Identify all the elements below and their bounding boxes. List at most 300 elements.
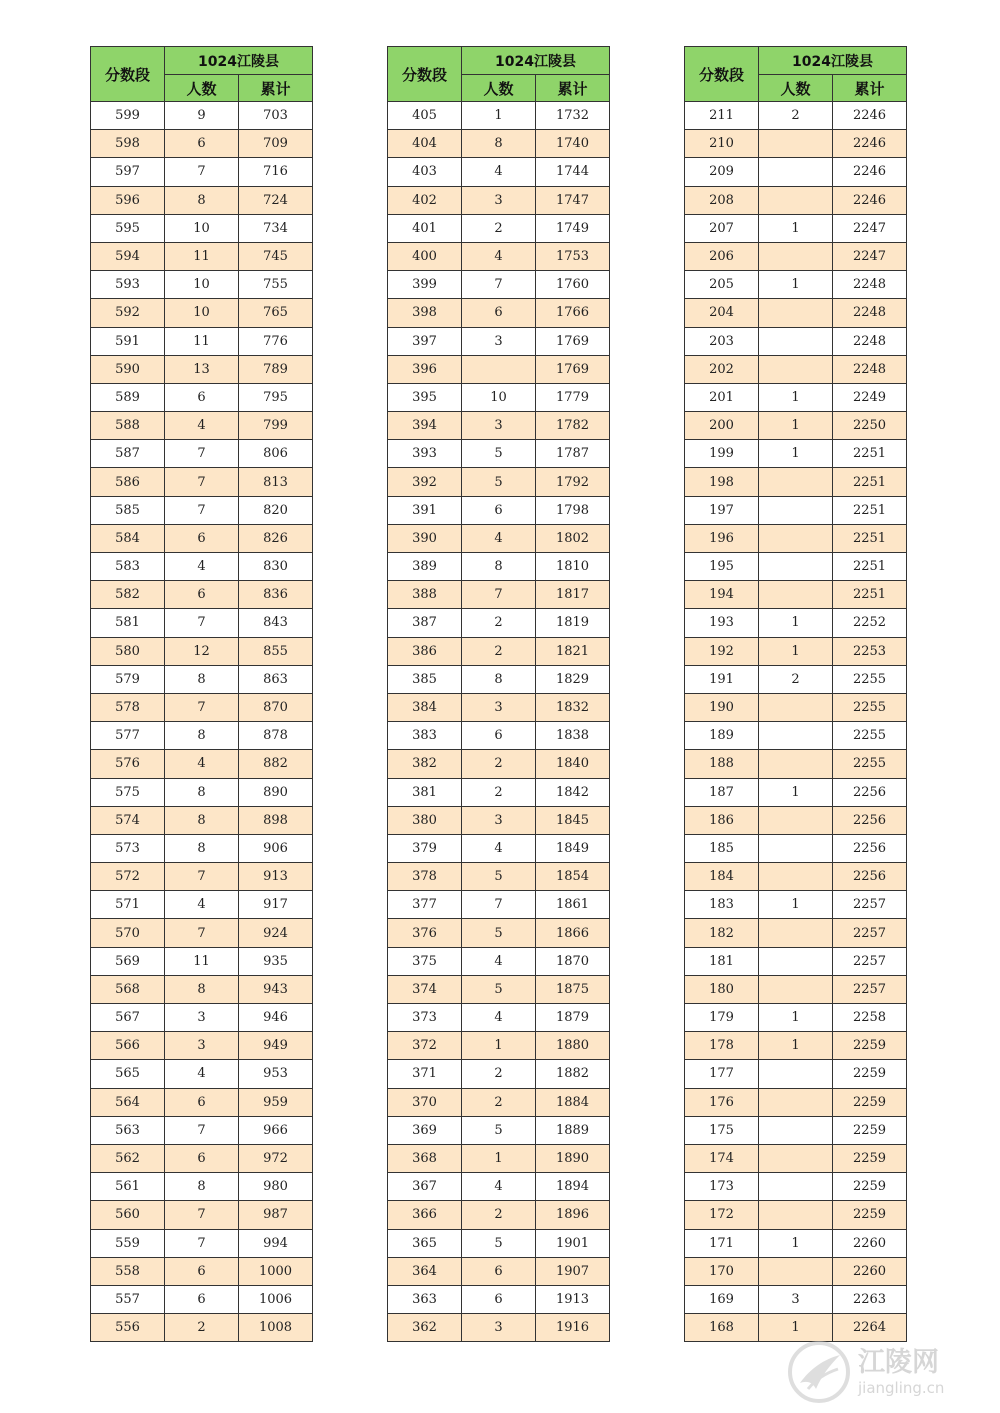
table-row: [388, 1314, 610, 1342]
cumulative-cell: 709: [239, 130, 313, 158]
cumulative-cell: 1829: [536, 665, 610, 693]
score-cell: 568: [91, 975, 165, 1003]
table-row: [388, 355, 610, 383]
count-cell: [759, 1088, 833, 1116]
score-cell: 177: [685, 1060, 759, 1088]
score-cell: 594: [91, 242, 165, 270]
table-row: [685, 327, 907, 355]
cumulative-cell: 1749: [536, 214, 610, 242]
count-cell: 7: [165, 158, 239, 186]
score-cell: 173: [685, 1173, 759, 1201]
count-cell: 8: [165, 186, 239, 214]
score-cell: 559: [91, 1229, 165, 1257]
count-cell: 7: [462, 271, 536, 299]
count-cell: [759, 496, 833, 524]
table-row: [91, 383, 313, 411]
score-cell: 188: [685, 750, 759, 778]
cumulative-cell: 1916: [536, 1314, 610, 1342]
table-row: [685, 665, 907, 693]
score-cell: 197: [685, 496, 759, 524]
table-row: [388, 1257, 610, 1285]
table-row: [91, 1032, 313, 1060]
table-row: [91, 468, 313, 496]
count-cell: 6: [462, 722, 536, 750]
cumulative-cell: 949: [239, 1032, 313, 1060]
count-cell: 1: [759, 214, 833, 242]
table-row: [685, 299, 907, 327]
score-cell: 383: [388, 722, 462, 750]
table-row: [388, 863, 610, 891]
count-cell: 6: [165, 1088, 239, 1116]
cumulative-cell: 820: [239, 496, 313, 524]
cumulative-cell: 1832: [536, 693, 610, 721]
score-cell: 589: [91, 383, 165, 411]
table-row: [91, 1201, 313, 1229]
cumulative-cell: 2256: [833, 806, 907, 834]
table-row: [388, 1144, 610, 1172]
score-cell: 404: [388, 130, 462, 158]
count-cell: 1: [759, 1229, 833, 1257]
table-row: [388, 665, 610, 693]
count-cell: 6: [165, 383, 239, 411]
table-row: [388, 1088, 610, 1116]
score-cell: 209: [685, 158, 759, 186]
count-cell: [759, 299, 833, 327]
cumulative-cell: 855: [239, 637, 313, 665]
cumulative-cell: 2255: [833, 750, 907, 778]
count-cell: 8: [165, 834, 239, 862]
count-cell: [462, 355, 536, 383]
score-cell: 378: [388, 863, 462, 891]
table-row: [685, 609, 907, 637]
table-row: [388, 1285, 610, 1313]
cumulative-cell: 2247: [833, 242, 907, 270]
table-row: [388, 214, 610, 242]
table-row: [388, 1032, 610, 1060]
score-cell: 375: [388, 947, 462, 975]
table-row: [388, 440, 610, 468]
table-row: [685, 271, 907, 299]
count-cell: 2: [462, 1088, 536, 1116]
cumulative-cell: 2259: [833, 1116, 907, 1144]
cumulative-cell: 2253: [833, 637, 907, 665]
table-row: [388, 750, 610, 778]
table-row: [685, 750, 907, 778]
cumulative-cell: 806: [239, 440, 313, 468]
count-cell: 3: [462, 412, 536, 440]
cumulative-cell: 1810: [536, 553, 610, 581]
count-cell: 7: [165, 693, 239, 721]
score-cell: 402: [388, 186, 462, 214]
score-cell: 599: [91, 102, 165, 130]
table-row: [388, 947, 610, 975]
count-cell: [759, 581, 833, 609]
score-cell: 365: [388, 1229, 462, 1257]
cumulative-cell: 1819: [536, 609, 610, 637]
table-row: [685, 524, 907, 552]
count-cell: [759, 355, 833, 383]
cumulative-cell: 1760: [536, 271, 610, 299]
table-row: [388, 327, 610, 355]
score-cell: 366: [388, 1201, 462, 1229]
score-cell: 202: [685, 355, 759, 383]
cumulative-cell: 2246: [833, 158, 907, 186]
table-row: [91, 186, 313, 214]
count-cell: 1: [759, 440, 833, 468]
score-cell: 211: [685, 102, 759, 130]
table-row: [91, 524, 313, 552]
header-count: 人数: [759, 75, 833, 102]
count-cell: 1: [759, 383, 833, 411]
table-row: [685, 778, 907, 806]
table-row: [91, 271, 313, 299]
table-row: [91, 102, 313, 130]
cumulative-cell: 1769: [536, 327, 610, 355]
table-row: [685, 1257, 907, 1285]
site-logo-icon: [786, 1339, 852, 1405]
table-row: [685, 102, 907, 130]
score-cell: 595: [91, 214, 165, 242]
table-row: [685, 1314, 907, 1342]
score-cell: 200: [685, 412, 759, 440]
score-cell: 193: [685, 609, 759, 637]
table-row: [388, 722, 610, 750]
cumulative-cell: 2260: [833, 1257, 907, 1285]
header-region: 1024江陵县: [462, 47, 610, 75]
count-cell: 7: [462, 581, 536, 609]
count-cell: 7: [165, 468, 239, 496]
table-row: [91, 722, 313, 750]
score-cell: 208: [685, 186, 759, 214]
table-row: [388, 158, 610, 186]
count-cell: [759, 947, 833, 975]
score-cell: 557: [91, 1285, 165, 1313]
score-cell: 182: [685, 919, 759, 947]
cumulative-cell: 935: [239, 947, 313, 975]
cumulative-cell: 734: [239, 214, 313, 242]
cumulative-cell: 1838: [536, 722, 610, 750]
table-row: [685, 158, 907, 186]
table-row: [685, 186, 907, 214]
table-row: [685, 722, 907, 750]
score-cell: 210: [685, 130, 759, 158]
cumulative-cell: 2260: [833, 1229, 907, 1257]
score-cell: 199: [685, 440, 759, 468]
score-cell: 374: [388, 975, 462, 1003]
header-region: 1024江陵县: [759, 47, 907, 75]
count-cell: [759, 863, 833, 891]
cumulative-cell: 765: [239, 299, 313, 327]
cumulative-cell: 830: [239, 553, 313, 581]
table-row: [91, 242, 313, 270]
cumulative-cell: 946: [239, 1004, 313, 1032]
count-cell: 6: [462, 1257, 536, 1285]
cumulative-cell: 1882: [536, 1060, 610, 1088]
cumulative-cell: 2257: [833, 947, 907, 975]
table-row: [685, 1060, 907, 1088]
table-row: [685, 1229, 907, 1257]
table-row: [685, 412, 907, 440]
table-row: [91, 355, 313, 383]
count-cell: 1: [462, 102, 536, 130]
count-cell: 1: [759, 891, 833, 919]
count-cell: 9: [165, 102, 239, 130]
count-cell: [759, 693, 833, 721]
table-row: [388, 919, 610, 947]
count-cell: 10: [165, 299, 239, 327]
cumulative-cell: 1802: [536, 524, 610, 552]
table-row: [91, 863, 313, 891]
count-cell: 10: [165, 271, 239, 299]
table-row: [388, 1201, 610, 1229]
score-cell: 580: [91, 637, 165, 665]
cumulative-cell: 2246: [833, 130, 907, 158]
score-cell: 382: [388, 750, 462, 778]
table-row: [685, 693, 907, 721]
score-cell: 399: [388, 271, 462, 299]
count-cell: 8: [165, 722, 239, 750]
count-cell: 7: [165, 1116, 239, 1144]
score-cell: 585: [91, 496, 165, 524]
count-cell: 4: [165, 1060, 239, 1088]
count-cell: 4: [462, 947, 536, 975]
score-cell: 373: [388, 1004, 462, 1032]
cumulative-cell: 2251: [833, 496, 907, 524]
cumulative-cell: 1747: [536, 186, 610, 214]
header-cumulative: 累计: [536, 75, 610, 102]
table-row: [91, 327, 313, 355]
count-cell: [759, 1060, 833, 1088]
score-cell: 584: [91, 524, 165, 552]
score-cell: 201: [685, 383, 759, 411]
score-cell: 179: [685, 1004, 759, 1032]
count-cell: [759, 158, 833, 186]
cumulative-cell: 943: [239, 975, 313, 1003]
cumulative-cell: 2252: [833, 609, 907, 637]
count-cell: [759, 553, 833, 581]
table-row: [91, 1060, 313, 1088]
count-cell: 1: [462, 1032, 536, 1060]
table-row: [388, 693, 610, 721]
count-cell: 5: [462, 440, 536, 468]
table-row: [91, 693, 313, 721]
cumulative-cell: 2250: [833, 412, 907, 440]
table-row: [685, 947, 907, 975]
score-cell: 592: [91, 299, 165, 327]
table-row: [91, 496, 313, 524]
cumulative-cell: 972: [239, 1144, 313, 1172]
table-row: [91, 1229, 313, 1257]
cumulative-cell: 980: [239, 1173, 313, 1201]
table-row: [91, 834, 313, 862]
score-cell: 175: [685, 1116, 759, 1144]
count-cell: [759, 130, 833, 158]
score-cell: 385: [388, 665, 462, 693]
score-cell: 390: [388, 524, 462, 552]
count-cell: 8: [165, 778, 239, 806]
count-cell: 4: [462, 524, 536, 552]
table-row: [388, 806, 610, 834]
cumulative-cell: 924: [239, 919, 313, 947]
table-row: [388, 412, 610, 440]
count-cell: 5: [462, 1116, 536, 1144]
count-cell: 11: [165, 242, 239, 270]
cumulative-cell: 2255: [833, 693, 907, 721]
score-cell: 561: [91, 1173, 165, 1201]
cumulative-cell: 2259: [833, 1201, 907, 1229]
count-cell: 6: [165, 1144, 239, 1172]
cumulative-cell: 994: [239, 1229, 313, 1257]
table-row: [388, 130, 610, 158]
table-row: [388, 383, 610, 411]
score-cell: 564: [91, 1088, 165, 1116]
cumulative-cell: 2256: [833, 778, 907, 806]
count-cell: 7: [165, 609, 239, 637]
count-cell: 6: [165, 1257, 239, 1285]
cumulative-cell: 2251: [833, 440, 907, 468]
watermark-text: [858, 1347, 944, 1397]
table-row: [685, 553, 907, 581]
score-cell: 569: [91, 947, 165, 975]
count-cell: [759, 327, 833, 355]
table-row: [91, 975, 313, 1003]
table-row: [388, 834, 610, 862]
count-cell: [759, 242, 833, 270]
cumulative-cell: 2247: [833, 214, 907, 242]
cumulative-cell: 953: [239, 1060, 313, 1088]
count-cell: [759, 806, 833, 834]
cumulative-cell: 2259: [833, 1032, 907, 1060]
cumulative-cell: 1889: [536, 1116, 610, 1144]
table-row: [685, 440, 907, 468]
count-cell: 8: [165, 806, 239, 834]
cumulative-cell: 724: [239, 186, 313, 214]
table-row: [91, 1088, 313, 1116]
score-cell: 395: [388, 383, 462, 411]
cumulative-cell: 716: [239, 158, 313, 186]
cumulative-cell: 826: [239, 524, 313, 552]
cumulative-cell: 1740: [536, 130, 610, 158]
count-cell: 11: [165, 947, 239, 975]
count-cell: 2: [462, 778, 536, 806]
cumulative-cell: 906: [239, 834, 313, 862]
cumulative-cell: 2248: [833, 299, 907, 327]
cumulative-cell: 898: [239, 806, 313, 834]
cumulative-cell: 1861: [536, 891, 610, 919]
count-cell: 3: [165, 1004, 239, 1032]
cumulative-cell: 1896: [536, 1201, 610, 1229]
table-row: [91, 750, 313, 778]
count-cell: 2: [462, 609, 536, 637]
count-cell: [759, 834, 833, 862]
count-cell: 1: [759, 778, 833, 806]
count-cell: 3: [462, 1314, 536, 1342]
score-cell: 367: [388, 1173, 462, 1201]
header-cumulative: 累计: [239, 75, 313, 102]
table-row: [685, 355, 907, 383]
cumulative-cell: 1849: [536, 834, 610, 862]
score-cell: 598: [91, 130, 165, 158]
score-cell: 207: [685, 214, 759, 242]
table-row: [388, 271, 610, 299]
count-cell: 6: [462, 1285, 536, 1313]
score-cell: 581: [91, 609, 165, 637]
count-cell: 11: [165, 327, 239, 355]
score-cell: 377: [388, 891, 462, 919]
score-cell: 181: [685, 947, 759, 975]
score-cell: 205: [685, 271, 759, 299]
score-cell: 184: [685, 863, 759, 891]
cumulative-cell: 1875: [536, 975, 610, 1003]
score-cell: 396: [388, 355, 462, 383]
table-row: [91, 1314, 313, 1342]
table-row: [685, 806, 907, 834]
count-cell: 5: [462, 863, 536, 891]
count-cell: [759, 975, 833, 1003]
table-row: [388, 1116, 610, 1144]
score-cell: 178: [685, 1032, 759, 1060]
table-row: [91, 1004, 313, 1032]
score-cell: 363: [388, 1285, 462, 1313]
cumulative-cell: 789: [239, 355, 313, 383]
count-cell: 6: [165, 524, 239, 552]
score-cell: 372: [388, 1032, 462, 1060]
count-cell: 2: [462, 1060, 536, 1088]
count-cell: 8: [165, 1173, 239, 1201]
table-row: [388, 1229, 610, 1257]
score-cell: 388: [388, 581, 462, 609]
count-cell: 3: [165, 1032, 239, 1060]
count-cell: [759, 1257, 833, 1285]
table-row: [91, 581, 313, 609]
table-row: [91, 1173, 313, 1201]
cumulative-cell: 2255: [833, 722, 907, 750]
cumulative-cell: 1870: [536, 947, 610, 975]
score-cell: 579: [91, 665, 165, 693]
table-row: [91, 553, 313, 581]
table-row: [388, 778, 610, 806]
score-cell: 392: [388, 468, 462, 496]
cumulative-cell: 2257: [833, 919, 907, 947]
score-cell: 194: [685, 581, 759, 609]
table-row: [91, 214, 313, 242]
cumulative-cell: 917: [239, 891, 313, 919]
table-row: [685, 891, 907, 919]
count-cell: 1: [759, 412, 833, 440]
count-cell: 8: [462, 665, 536, 693]
cumulative-cell: 2248: [833, 355, 907, 383]
score-cell: 187: [685, 778, 759, 806]
score-cell: 198: [685, 468, 759, 496]
header-score-range: 分数段: [685, 47, 759, 102]
score-cell: 381: [388, 778, 462, 806]
cumulative-cell: 890: [239, 778, 313, 806]
score-cell: 556: [91, 1314, 165, 1342]
score-cell: 369: [388, 1116, 462, 1144]
table-row: [91, 1116, 313, 1144]
cumulative-cell: 1732: [536, 102, 610, 130]
table-row: [685, 919, 907, 947]
table-row: [685, 1173, 907, 1201]
score-cell: 565: [91, 1060, 165, 1088]
table-row: [388, 496, 610, 524]
count-cell: 3: [462, 186, 536, 214]
count-cell: 4: [462, 834, 536, 862]
cumulative-cell: 2259: [833, 1060, 907, 1088]
cumulative-cell: 2259: [833, 1144, 907, 1172]
table-row: [91, 637, 313, 665]
cumulative-cell: 745: [239, 242, 313, 270]
